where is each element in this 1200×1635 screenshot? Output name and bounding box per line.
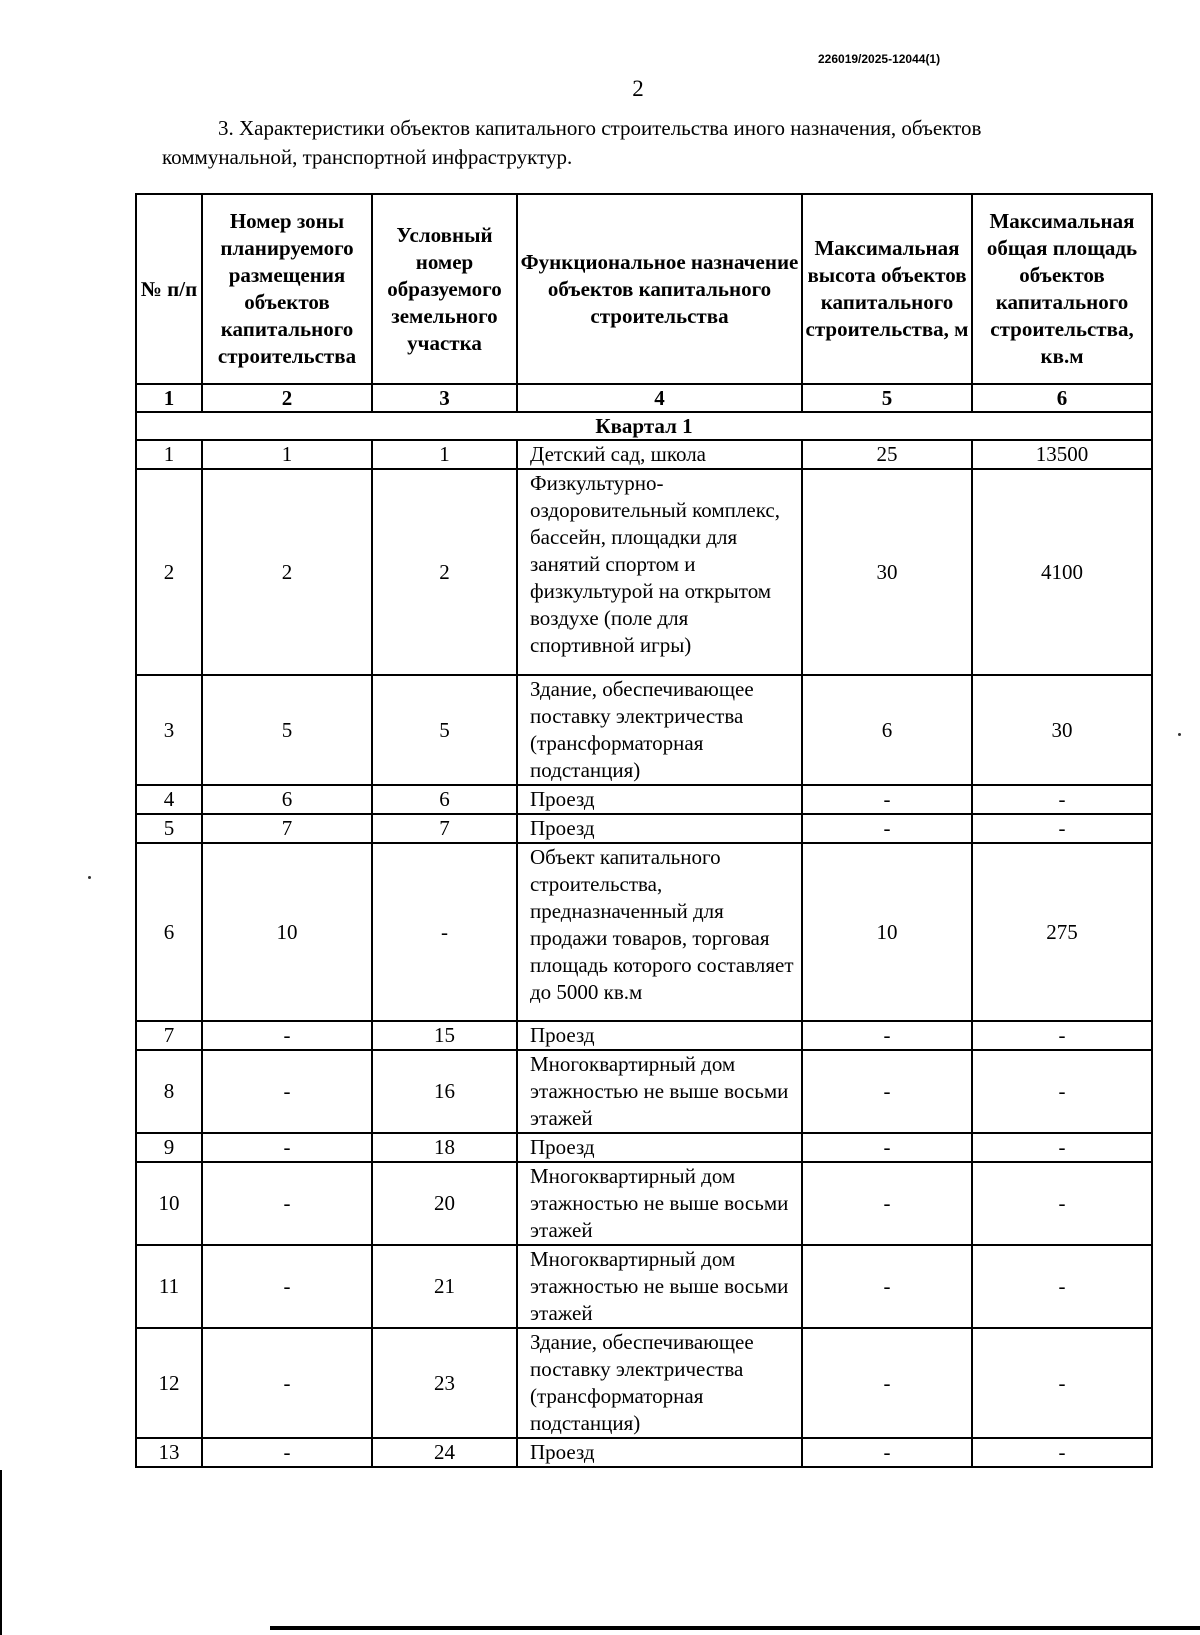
row-number-cell: 2 (136, 469, 202, 675)
page-number: 2 (632, 76, 644, 101)
purpose-cell: Здание, обеспечивающее поставку электричества (трансформаторная подстанция) (517, 1328, 802, 1438)
max-area-cell: 4100 (972, 469, 1152, 675)
max-area-cell: - (972, 1162, 1152, 1245)
purpose-cell: Проезд (517, 785, 802, 814)
scan-speck (1178, 733, 1181, 736)
header-col-3: Условный номер образуемого земельного участка (372, 194, 517, 384)
plot-number-cell: 24 (372, 1438, 517, 1467)
zone-number-cell: 1 (202, 440, 372, 469)
column-number: 2 (202, 384, 372, 412)
row-number-cell: 8 (136, 1050, 202, 1133)
column-number: 5 (802, 384, 972, 412)
section-intro-text: 3. Характеристики объектов капитального строительства иного назначения, объектов коммунальной, транспортной инфраструктур. (162, 116, 982, 169)
scan-bottom-line (270, 1626, 1200, 1630)
column-number: 1 (136, 384, 202, 412)
row-number-cell: 3 (136, 675, 202, 785)
row-number-cell: 5 (136, 814, 202, 843)
zone-number-cell: 6 (202, 785, 372, 814)
table-row (136, 1245, 1152, 1328)
zone-number-cell: 10 (202, 843, 372, 1021)
plot-number-cell: 18 (372, 1133, 517, 1162)
column-number: 6 (972, 384, 1152, 412)
row-number-cell: 12 (136, 1328, 202, 1438)
column-number: 3 (372, 384, 517, 412)
max-height-cell: - (802, 1050, 972, 1133)
purpose-cell: Проезд (517, 814, 802, 843)
max-area-cell: 275 (972, 843, 1152, 1021)
table-row (136, 843, 1152, 1021)
max-height-cell: - (802, 1438, 972, 1467)
max-area-cell: 13500 (972, 440, 1152, 469)
max-height-cell: - (802, 814, 972, 843)
row-number-cell: 1 (136, 440, 202, 469)
column-number: 4 (517, 384, 802, 412)
row-number-cell: 6 (136, 843, 202, 1021)
zone-number-cell: - (202, 1162, 372, 1245)
zone-number-cell: - (202, 1021, 372, 1050)
max-area-cell: - (972, 1050, 1152, 1133)
header-col-4: Функциональное назначение объектов капитального строительства (517, 194, 802, 384)
purpose-cell: Физкультурно-оздоровительный комплекс, бассейн, площадки для занятий спортом и физкультурой на открытом воздухе (поле для спортивной игры) (517, 469, 802, 675)
characteristics-table-container (135, 193, 1151, 1468)
zone-number-cell: - (202, 1245, 372, 1328)
purpose-cell: Многоквартирный дом этажностью не выше восьми этажей (517, 1050, 802, 1133)
row-number-cell: 11 (136, 1245, 202, 1328)
table-row (136, 469, 1152, 675)
scan-speck (88, 876, 91, 879)
max-height-cell: 25 (802, 440, 972, 469)
purpose-cell: Детский сад, школа (517, 440, 802, 469)
max-height-cell: - (802, 1162, 972, 1245)
table-row (136, 785, 1152, 814)
purpose-cell: Объект капитального строительства, предназначенный для продажи товаров, торговая площадь которого составляет до 5000 кв.м (517, 843, 802, 1021)
purpose-cell: Здание, обеспечивающее поставку электричества (трансформаторная подстанция) (517, 675, 802, 785)
table-row (136, 1050, 1152, 1133)
plot-number-cell: 16 (372, 1050, 517, 1133)
purpose-cell: Многоквартирный дом этажностью не выше восьми этажей (517, 1162, 802, 1245)
table-row (136, 440, 1152, 469)
zone-number-cell: - (202, 1438, 372, 1467)
plot-number-cell: 5 (372, 675, 517, 785)
max-area-cell: 30 (972, 675, 1152, 785)
plot-number-cell: 6 (372, 785, 517, 814)
plot-number-cell: 1 (372, 440, 517, 469)
row-number-cell: 7 (136, 1021, 202, 1050)
scan-edge-line (0, 1470, 2, 1635)
max-area-cell: - (972, 785, 1152, 814)
plot-number-cell: 7 (372, 814, 517, 843)
table-header-row (136, 194, 1152, 384)
table-row (136, 1438, 1152, 1467)
column-number-row (136, 384, 1152, 412)
max-area-cell: - (972, 1133, 1152, 1162)
purpose-cell: Многоквартирный дом этажностью не выше восьми этажей (517, 1245, 802, 1328)
max-height-cell: 30 (802, 469, 972, 675)
plot-number-cell: - (372, 843, 517, 1021)
zone-number-cell: 5 (202, 675, 372, 785)
plot-number-cell: 2 (372, 469, 517, 675)
max-area-cell: - (972, 1438, 1152, 1467)
table-row (136, 1162, 1152, 1245)
row-number-cell: 9 (136, 1133, 202, 1162)
header-col-2: Номер зоны планируемого размещения объектов капитального строительства (202, 194, 372, 384)
row-number-cell: 13 (136, 1438, 202, 1467)
table-row (136, 1328, 1152, 1438)
purpose-cell: Проезд (517, 1438, 802, 1467)
header-col-6: Максимальная общая площадь объектов капитального строительства, кв.м (972, 194, 1152, 384)
purpose-cell: Проезд (517, 1133, 802, 1162)
table-row (136, 675, 1152, 785)
table-row (136, 1021, 1152, 1050)
max-height-cell: 10 (802, 843, 972, 1021)
characteristics-table (135, 193, 1153, 1468)
max-area-cell: - (972, 1245, 1152, 1328)
max-area-cell: - (972, 1021, 1152, 1050)
table-row (136, 814, 1152, 843)
plot-number-cell: 23 (372, 1328, 517, 1438)
document-id: 226019/2025-12044(1) (818, 52, 941, 66)
plot-number-cell: 20 (372, 1162, 517, 1245)
zone-number-cell: 2 (202, 469, 372, 675)
zone-number-cell: - (202, 1133, 372, 1162)
section-row (136, 412, 1152, 440)
header-col-1: № п/п (136, 194, 202, 384)
max-height-cell: - (802, 1245, 972, 1328)
max-area-cell: - (972, 1328, 1152, 1438)
plot-number-cell: 21 (372, 1245, 517, 1328)
row-number-cell: 10 (136, 1162, 202, 1245)
max-height-cell: - (802, 1328, 972, 1438)
max-height-cell: - (802, 785, 972, 814)
max-height-cell: - (802, 1133, 972, 1162)
max-height-cell: - (802, 1021, 972, 1050)
max-area-cell: - (972, 814, 1152, 843)
row-number-cell: 4 (136, 785, 202, 814)
table-row (136, 1133, 1152, 1162)
header-col-5: Максимальная высота объектов капитального строительства, м (802, 194, 972, 384)
zone-number-cell: - (202, 1328, 372, 1438)
zone-number-cell: 7 (202, 814, 372, 843)
zone-number-cell: - (202, 1050, 372, 1133)
purpose-cell: Проезд (517, 1021, 802, 1050)
max-height-cell: 6 (802, 675, 972, 785)
plot-number-cell: 15 (372, 1021, 517, 1050)
section-title: Квартал 1 (136, 412, 1152, 440)
